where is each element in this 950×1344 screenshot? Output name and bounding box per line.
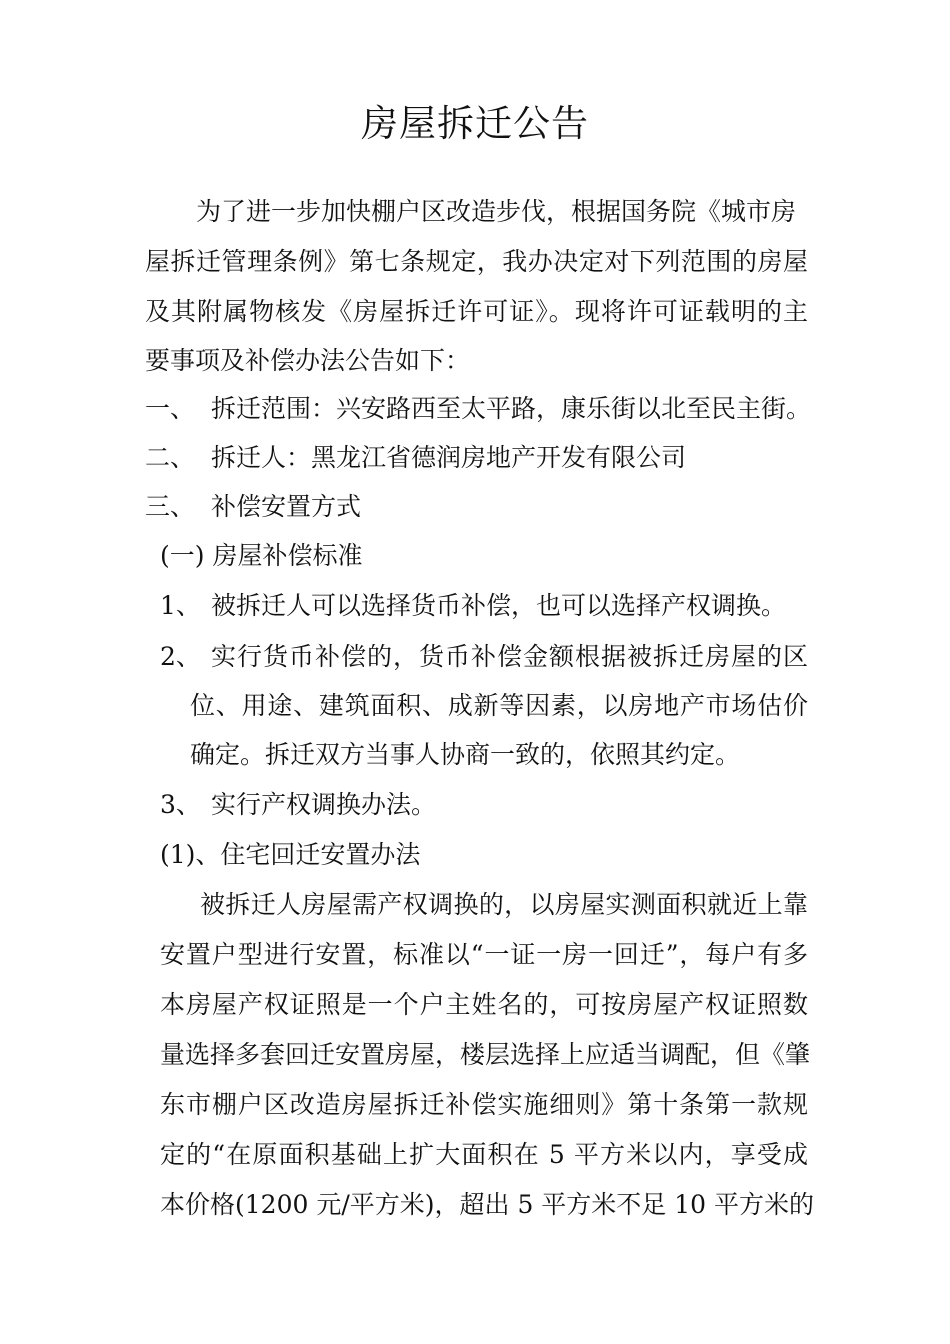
item-number: 2、 xyxy=(160,642,201,671)
intro-line: 及其附属物核发《房屋拆迁许可证》。现将许可证载明的主 xyxy=(145,297,808,326)
item-text: 实行产权调换办法。 xyxy=(211,790,437,819)
item-text: 实行货币补偿的，货币补偿金额根据被拆迁房屋的区 xyxy=(211,642,808,671)
item-text: 被拆迁人可以选择货币补偿，也可以选择产权调换。 xyxy=(211,591,787,620)
section-number: 三、 xyxy=(145,492,196,521)
body-line: 被拆迁人房屋需产权调换的，以房屋实测面积就近上靠 xyxy=(200,890,808,919)
section-text: 拆迁范围：兴安路西至太平路，康乐街以北至民主街。 xyxy=(211,394,812,423)
body-line: 量选择多套回迁安置房屋，楼层选择上应适当调配，但《肇 xyxy=(160,1040,811,1069)
subheading: (一) 房屋补偿标准 xyxy=(160,541,363,570)
section-text: 拆迁人：黑龙江省德润房地产开发有限公司 xyxy=(211,443,687,472)
subheading: (1)、住宅回迁安置办法 xyxy=(160,840,421,869)
body-line: 定的“在原面积基础上扩大面积在 5 平方米以内，享受成 xyxy=(160,1140,808,1169)
section-number: 一、 xyxy=(145,394,196,423)
section-number: 二、 xyxy=(145,443,196,472)
section-text: 补偿安置方式 xyxy=(211,492,362,521)
item-number: 1、 xyxy=(160,591,201,620)
page-title: 房屋拆迁公告 xyxy=(361,102,589,145)
item-text-continued: 位、用途、建筑面积、成新等因素，以房地产市场估价 xyxy=(190,691,808,720)
item-text-continued: 确定。拆迁双方当事人协商一致的，依照其约定。 xyxy=(190,740,741,769)
body-line: 本房屋产权证照是一个户主姓名的，可按房屋产权证照数 xyxy=(160,990,808,1019)
intro-line: 要事项及补偿办法公告如下： xyxy=(145,346,471,375)
body-line: 东市棚户区改造房屋拆迁补偿实施细则》第十条第一款规 xyxy=(160,1090,808,1119)
intro-line: 屋拆迁管理条例》第七条规定，我办决定对下列范围的房屋 xyxy=(145,247,808,276)
body-line: 安置户型进行安置，标准以“一证一房一回迁”，每户有多 xyxy=(160,940,808,969)
intro-line: 为了进一步加快棚户区改造步伐，根据国务院《城市房 xyxy=(196,197,797,226)
body-line: 本价格(1200 元/平方米)，超出 5 平方米不足 10 平方米的 xyxy=(160,1190,815,1219)
item-number: 3、 xyxy=(160,790,201,819)
